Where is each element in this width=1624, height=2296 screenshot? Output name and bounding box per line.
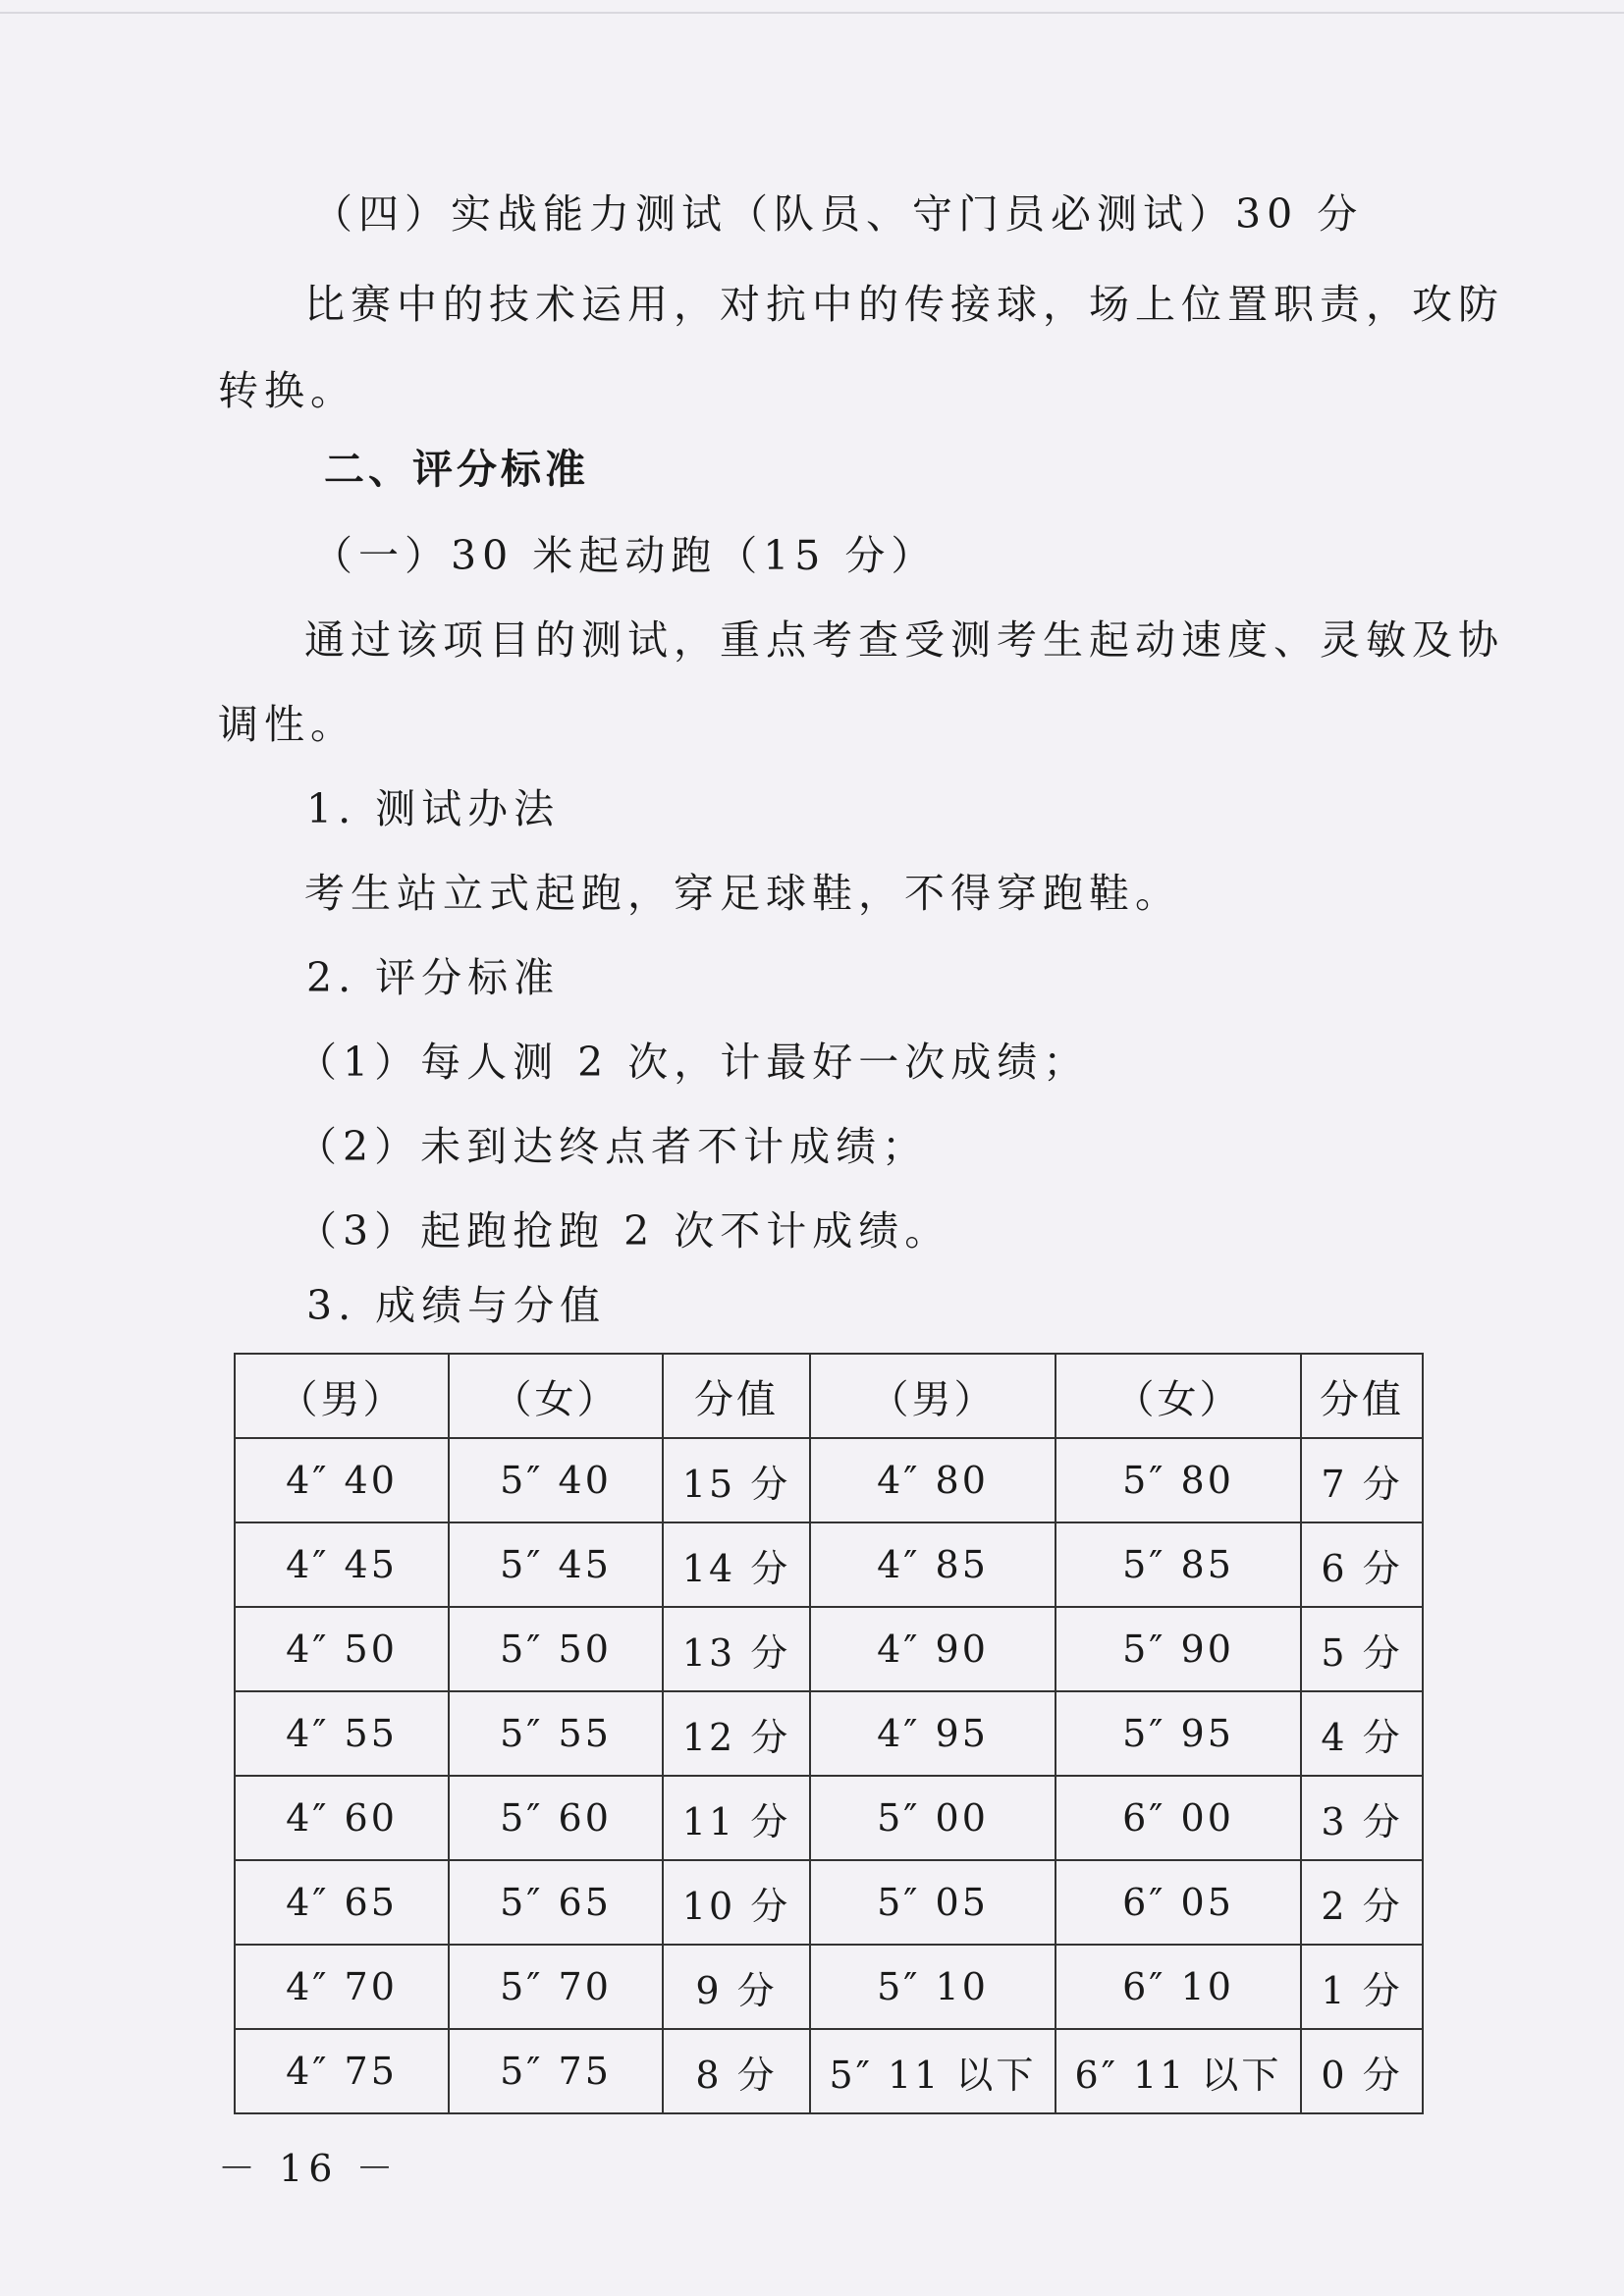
section-four-body-line-2: 转换。 <box>218 367 356 414</box>
table-row <box>235 1776 1423 1860</box>
table-cell: 6″ 11 以下 <box>1056 2029 1301 2113</box>
table-row <box>235 2029 1423 2113</box>
results-title: 3. 成绩与分值 <box>306 1282 607 1329</box>
section-four-title: （四）实战能力测试（队员、守门员必测试）30 分 <box>312 190 1364 238</box>
table-cell: 5″ 80 <box>1056 1438 1301 1522</box>
header-male: （男） <box>235 1354 449 1438</box>
scan-top-edge <box>0 12 1624 14</box>
score-table <box>234 1353 1424 2114</box>
scoring-rule: （1）每人测 2 次，计最好一次成绩； <box>297 1039 1090 1086</box>
table-cell: 4″ 90 <box>810 1607 1056 1691</box>
table-cell: 1 分 <box>1301 1945 1423 2029</box>
table-cell: 0 分 <box>1301 2029 1423 2113</box>
test-method-title: 1. 测试办法 <box>306 785 561 832</box>
table-cell: 5″ 85 <box>1056 1522 1301 1607</box>
table-cell: 4″ 75 <box>235 2029 449 2113</box>
table-cell: 5 分 <box>1301 1607 1423 1691</box>
section-four-body-line-1: 比赛中的技术运用，对抗中的传接球，场上位置职责，攻防 <box>304 281 1504 328</box>
table-cell: 6″ 05 <box>1056 1860 1301 1945</box>
table-cell: 6 分 <box>1301 1522 1423 1607</box>
table-header-row <box>235 1354 1423 1438</box>
item-one-title: （一）30 米起动跑（15 分） <box>312 532 938 579</box>
table-row <box>235 1691 1423 1776</box>
header-female: （女） <box>1056 1354 1301 1438</box>
table-cell: 5″ 95 <box>1056 1691 1301 1776</box>
table-cell: 5″ 05 <box>810 1860 1056 1945</box>
table-cell: 6″ 10 <box>1056 1945 1301 2029</box>
table-cell: 15 分 <box>663 1438 810 1522</box>
table-cell: 5″ 45 <box>449 1522 663 1607</box>
table-row <box>235 1438 1423 1522</box>
table-cell: 4 分 <box>1301 1691 1423 1776</box>
header-score: 分值 <box>1301 1354 1423 1438</box>
table-cell: 5″ 40 <box>449 1438 663 1522</box>
section-two-heading: 二、评分标准 <box>324 446 589 493</box>
table-cell: 5″ 70 <box>449 1945 663 2029</box>
scoring-title: 2. 评分标准 <box>306 954 561 1001</box>
table-cell: 4″ 60 <box>235 1776 449 1860</box>
table-cell: 6″ 00 <box>1056 1776 1301 1860</box>
table-cell: 4″ 70 <box>235 1945 449 2029</box>
header-female: （女） <box>449 1354 663 1438</box>
table-cell: 5″ 50 <box>449 1607 663 1691</box>
table-cell: 4″ 65 <box>235 1860 449 1945</box>
table-cell: 5″ 55 <box>449 1691 663 1776</box>
table-cell: 3 分 <box>1301 1776 1423 1860</box>
item-one-body-line-1: 通过该项目的测试，重点考查受测考生起动速度、灵敏及协 <box>304 616 1504 664</box>
item-one-body-line-2: 调性。 <box>218 701 356 748</box>
table-cell: 4″ 85 <box>810 1522 1056 1607</box>
test-method-body: 考生站立式起跑，穿足球鞋，不得穿跑鞋。 <box>304 870 1181 917</box>
table-cell: 5″ 10 <box>810 1945 1056 2029</box>
table-cell: 4″ 55 <box>235 1691 449 1776</box>
header-score: 分值 <box>663 1354 810 1438</box>
table-cell: 5″ 00 <box>810 1776 1056 1860</box>
table-cell: 4″ 95 <box>810 1691 1056 1776</box>
table-cell: 4″ 40 <box>235 1438 449 1522</box>
table-cell: 4″ 45 <box>235 1522 449 1607</box>
table-cell: 5″ 65 <box>449 1860 663 1945</box>
table-cell: 5″ 60 <box>449 1776 663 1860</box>
table-cell: 13 分 <box>663 1607 810 1691</box>
scoring-rule: （2）未到达终点者不计成绩； <box>297 1123 929 1170</box>
table-cell: 5″ 75 <box>449 2029 663 2113</box>
table-cell: 11 分 <box>663 1776 810 1860</box>
table-cell: 4″ 80 <box>810 1438 1056 1522</box>
table-row <box>235 1522 1423 1607</box>
table-cell: 14 分 <box>663 1522 810 1607</box>
scoring-rule: （3）起跑抢跑 2 次不计成绩。 <box>297 1207 951 1255</box>
table-cell: 8 分 <box>663 2029 810 2113</box>
table-cell: 7 分 <box>1301 1438 1423 1522</box>
table-row <box>235 1607 1423 1691</box>
table-cell: 5″ 90 <box>1056 1607 1301 1691</box>
page-number: － 16 － <box>218 2147 400 2190</box>
header-male: （男） <box>810 1354 1056 1438</box>
table-row <box>235 1860 1423 1945</box>
table-cell: 4″ 50 <box>235 1607 449 1691</box>
table-cell: 10 分 <box>663 1860 810 1945</box>
table-cell: 2 分 <box>1301 1860 1423 1945</box>
table-cell: 9 分 <box>663 1945 810 2029</box>
table-cell: 12 分 <box>663 1691 810 1776</box>
table-cell: 5″ 11 以下 <box>810 2029 1056 2113</box>
table-row <box>235 1945 1423 2029</box>
